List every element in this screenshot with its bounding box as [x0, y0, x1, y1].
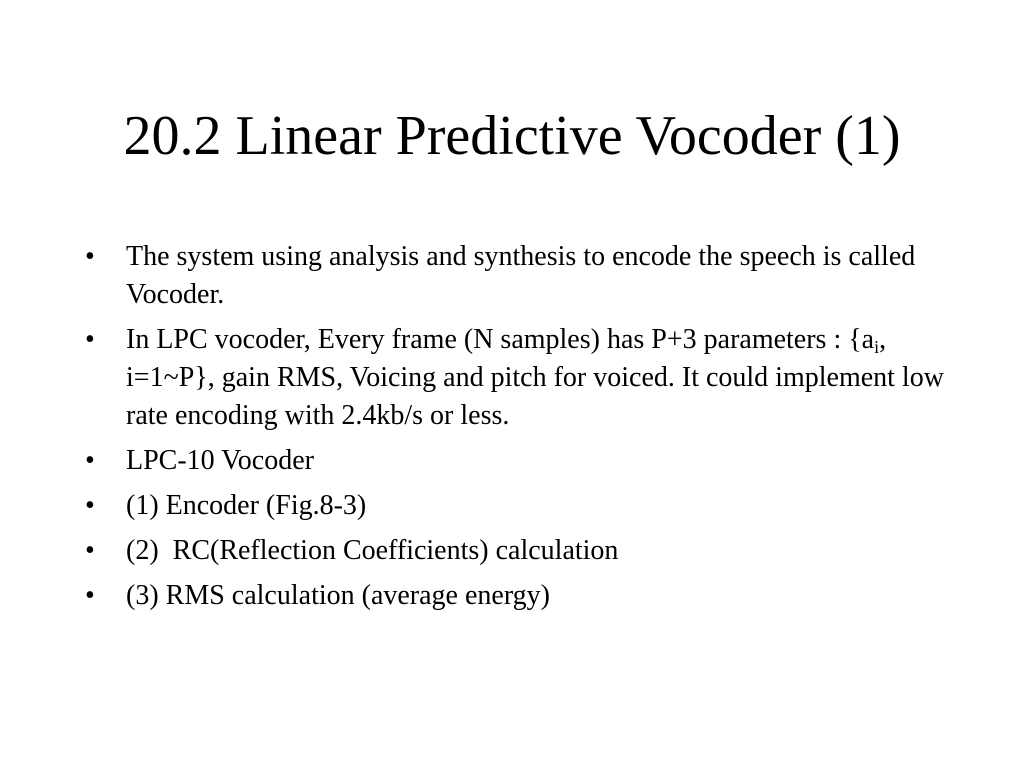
bullet-item-3: [85, 442, 945, 480]
bullet-icon: •: [85, 580, 95, 611]
bullet-icon: •: [85, 324, 95, 355]
bullet-item-6: [85, 577, 945, 615]
bullet-icon: •: [85, 490, 95, 521]
bullet-text: The system using analysis and synthesis to encode the speech is called Vocoder.: [126, 241, 916, 310]
bullet-item-1: [85, 238, 945, 314]
bullet-text: LPC-10 Vocoder: [126, 445, 314, 476]
subscript-index: i: [874, 337, 880, 357]
bullet-item-5: [85, 532, 945, 570]
bullet-icon: •: [85, 241, 95, 272]
slide-title: 20.2 Linear Predictive Vocoder (1): [123, 105, 901, 167]
bullet-icon: •: [85, 445, 95, 476]
bullet-text: (3) RMS calculation (average energy): [126, 580, 550, 611]
bullet-text-part: , i=1~P}, gain RMS, Voicing and pitch for voiced. It could implement low rate encoding with 2.4kb/s or less.: [126, 324, 944, 431]
bullet-icon: •: [85, 535, 95, 566]
bullet-list: [85, 238, 945, 622]
bullet-text: (2) RC(Reflection Coefficients) calculation: [126, 535, 619, 566]
bullet-text-part: In LPC vocoder, Every frame (N samples) has P+3 parameters : {a: [126, 324, 875, 355]
bullet-text: [126, 324, 944, 431]
bullet-item-2: [85, 321, 945, 435]
bullet-text: (1) Encoder (Fig.8-3): [126, 490, 367, 521]
bullet-item-4: [85, 487, 945, 525]
